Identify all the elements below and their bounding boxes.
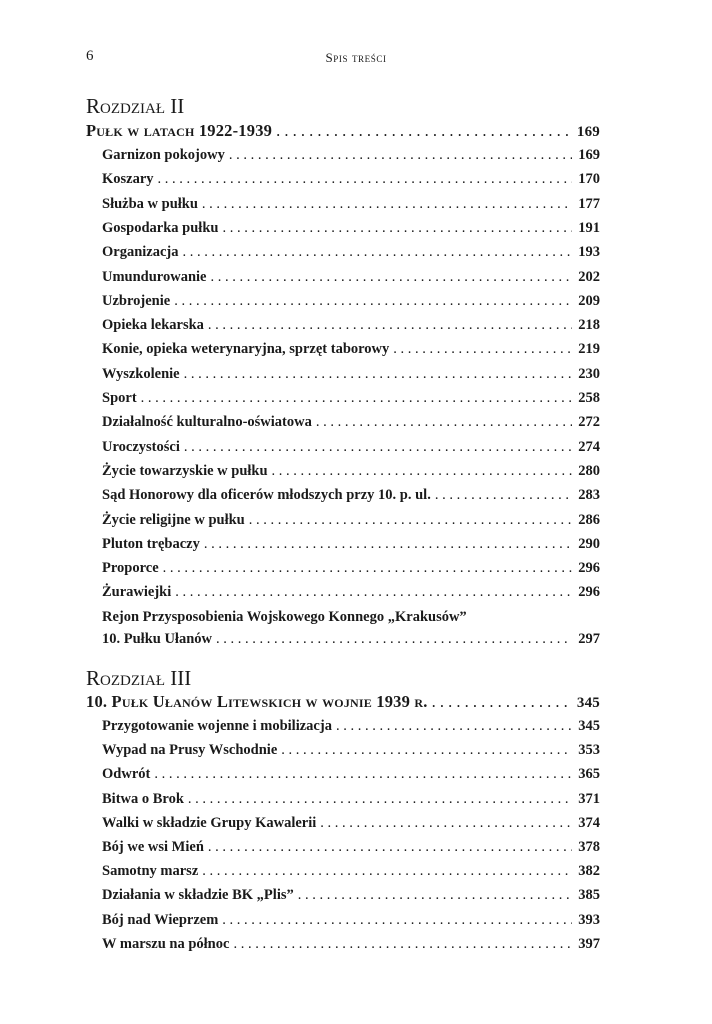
toc-entry bbox=[102, 627, 600, 651]
dot-leader bbox=[170, 289, 572, 313]
entry-title: Bój nad Wieprzem bbox=[102, 911, 219, 928]
page-ref: 209 bbox=[578, 292, 600, 309]
dot-leader bbox=[204, 313, 572, 337]
toc-entry bbox=[102, 787, 600, 811]
dot-leader bbox=[159, 556, 572, 580]
page-ref: 296 bbox=[578, 584, 600, 601]
toc-entry bbox=[102, 532, 600, 556]
dot-leader bbox=[428, 690, 572, 714]
entry-title: Bitwa o Brok bbox=[102, 790, 184, 807]
dot-leader bbox=[206, 265, 572, 289]
page-ref: 393 bbox=[578, 911, 600, 928]
dot-leader bbox=[218, 908, 572, 932]
dot-leader bbox=[150, 762, 572, 786]
page-ref: 353 bbox=[578, 742, 600, 759]
page-ref: 296 bbox=[578, 560, 600, 577]
running-title: Spis treści bbox=[325, 50, 387, 65]
entry-title: Bój we wsi Mień bbox=[102, 839, 204, 855]
entry-title: Przygotowanie wojenne i mobilizacja bbox=[102, 718, 332, 734]
dot-leader bbox=[200, 532, 572, 556]
page-ref: 280 bbox=[578, 462, 600, 479]
dot-leader bbox=[272, 119, 572, 143]
toc-entry bbox=[102, 240, 600, 264]
toc-entry bbox=[102, 289, 600, 313]
chapter-heading: Rozdział III bbox=[86, 666, 192, 690]
dot-leader bbox=[184, 787, 572, 811]
page-ref: 170 bbox=[578, 171, 600, 188]
entry-title: Odwrót bbox=[102, 766, 151, 783]
toc-entry bbox=[102, 932, 600, 956]
toc-entry bbox=[102, 337, 600, 361]
page-ref: 272 bbox=[578, 414, 600, 431]
entry-title: Działalność kulturalno-oświatowa bbox=[102, 414, 312, 431]
page-ref: 365 bbox=[578, 766, 600, 783]
entry-title: Opieka lekarska bbox=[102, 317, 204, 334]
toc-entry bbox=[102, 714, 600, 738]
toc-entry bbox=[102, 483, 600, 507]
toc-entry bbox=[102, 835, 600, 859]
entry-title: Umundurowanie bbox=[102, 268, 207, 285]
toc-entry bbox=[102, 265, 600, 289]
page-ref: 286 bbox=[578, 511, 600, 528]
toc-entry bbox=[102, 143, 600, 167]
dot-leader bbox=[198, 192, 572, 216]
page-ref: 219 bbox=[578, 341, 600, 358]
dot-leader bbox=[198, 859, 572, 883]
page-ref: 345 bbox=[576, 695, 600, 711]
chapter-heading: Rozdział II bbox=[86, 94, 185, 118]
entry-title: Wyszkolenie bbox=[102, 365, 180, 382]
page-ref: 297 bbox=[578, 631, 600, 647]
page-ref: 193 bbox=[578, 244, 600, 261]
entry-title: Żurawiejki bbox=[102, 584, 172, 601]
entry-title: Koszary bbox=[102, 171, 154, 188]
toc-entry bbox=[102, 435, 600, 459]
entry-title: Gospodarka pułku bbox=[102, 219, 219, 236]
dot-leader bbox=[154, 167, 572, 191]
page-ref: 345 bbox=[578, 718, 600, 734]
dot-leader bbox=[218, 216, 572, 240]
page-ref: 397 bbox=[578, 935, 600, 952]
page-ref: 382 bbox=[578, 863, 600, 880]
page-ref: 230 bbox=[578, 365, 600, 382]
dot-leader bbox=[137, 386, 572, 410]
page-ref: 378 bbox=[578, 839, 600, 855]
entry-title: Uroczystości bbox=[102, 438, 180, 455]
toc-entry bbox=[102, 459, 600, 483]
page-ref: 169 bbox=[578, 147, 600, 163]
page-ref: 374 bbox=[578, 814, 600, 831]
page-ref: 290 bbox=[578, 535, 600, 552]
page-ref: 258 bbox=[578, 390, 600, 406]
page-ref: 218 bbox=[578, 317, 600, 334]
entry-title: Organizacja bbox=[102, 244, 179, 261]
part-title: Pułk w latach 1922-1939 bbox=[86, 121, 273, 140]
dot-leader bbox=[179, 240, 572, 264]
page-ref: 202 bbox=[578, 268, 600, 285]
toc-entry bbox=[102, 192, 600, 216]
dot-leader bbox=[312, 410, 572, 434]
page-ref: 274 bbox=[578, 438, 600, 455]
entry-title: Działania w składzie BK „Plis” bbox=[102, 887, 294, 904]
entry-title: Wypad na Prusy Wschodnie bbox=[102, 742, 278, 759]
toc-entry bbox=[102, 738, 600, 762]
toc-entry bbox=[102, 386, 600, 410]
page-ref: 385 bbox=[578, 887, 600, 904]
dot-leader bbox=[294, 883, 572, 907]
toc-entry bbox=[102, 362, 600, 386]
toc-entry bbox=[102, 580, 600, 604]
toc-entry bbox=[102, 762, 600, 786]
entry-title: Pluton trębaczy bbox=[102, 535, 200, 552]
entry-title: Konie, opieka weterynaryjna, sprzęt taborowy bbox=[102, 341, 390, 358]
entry-title-line2: 10. Pułku Ułanów bbox=[102, 631, 212, 647]
entry-title: W marszu na północ bbox=[102, 935, 230, 952]
dot-leader bbox=[431, 483, 572, 507]
part-title: 10. Pułk Ułanów Litewskich w wojnie 1939 r. bbox=[86, 692, 428, 711]
entry-title: Samotny marsz bbox=[102, 863, 199, 880]
entry-title: Życie religijne w pułku bbox=[102, 511, 245, 528]
dot-leader bbox=[204, 835, 572, 859]
dot-leader bbox=[171, 580, 572, 604]
entry-title: Sąd Honorowy dla oficerów młodszych przy 10. p. ul. bbox=[102, 487, 431, 504]
dot-leader bbox=[316, 811, 572, 835]
toc-entry bbox=[102, 556, 600, 580]
toc-entry bbox=[102, 908, 600, 932]
page-ref: 283 bbox=[578, 487, 600, 504]
toc-part-row bbox=[86, 690, 600, 714]
page-ref: 177 bbox=[578, 195, 600, 212]
dot-leader bbox=[268, 459, 572, 483]
page-ref: 191 bbox=[578, 219, 600, 236]
toc-entry bbox=[102, 811, 600, 835]
toc-entry bbox=[102, 167, 600, 191]
dot-leader bbox=[277, 738, 572, 762]
entry-title: Walki w składzie Grupy Kawalerii bbox=[102, 814, 317, 831]
entry-title: Służba w pułku bbox=[102, 195, 198, 212]
toc-entry bbox=[102, 313, 600, 337]
entry-title-line1: Rejon Przysposobienia Wojskowego Konnego „Krakusów” bbox=[102, 609, 467, 625]
entry-title: Życie towarzyskie w pułku bbox=[102, 462, 268, 479]
dot-leader bbox=[180, 362, 572, 386]
toc-part-row bbox=[86, 119, 600, 143]
dot-leader bbox=[180, 435, 572, 459]
toc-entry bbox=[102, 859, 600, 883]
page-ref: 169 bbox=[576, 124, 600, 140]
entry-title: Garnizon pokojowy bbox=[102, 147, 225, 163]
toc-entry bbox=[102, 883, 600, 907]
toc-entry bbox=[102, 410, 600, 434]
toc-entry bbox=[102, 216, 600, 240]
toc-entry bbox=[102, 508, 600, 532]
dot-leader bbox=[332, 714, 572, 738]
page-ref: 371 bbox=[578, 790, 600, 807]
dot-leader bbox=[225, 143, 572, 167]
entry-title: Proporce bbox=[102, 560, 159, 577]
entry-title: Uzbrojenie bbox=[102, 292, 171, 309]
dot-leader bbox=[229, 932, 572, 956]
dot-leader bbox=[389, 337, 572, 361]
page-number: 6 bbox=[86, 48, 94, 64]
entry-title: Sport bbox=[102, 390, 137, 406]
dot-leader bbox=[245, 508, 572, 532]
dot-leader bbox=[212, 627, 572, 651]
